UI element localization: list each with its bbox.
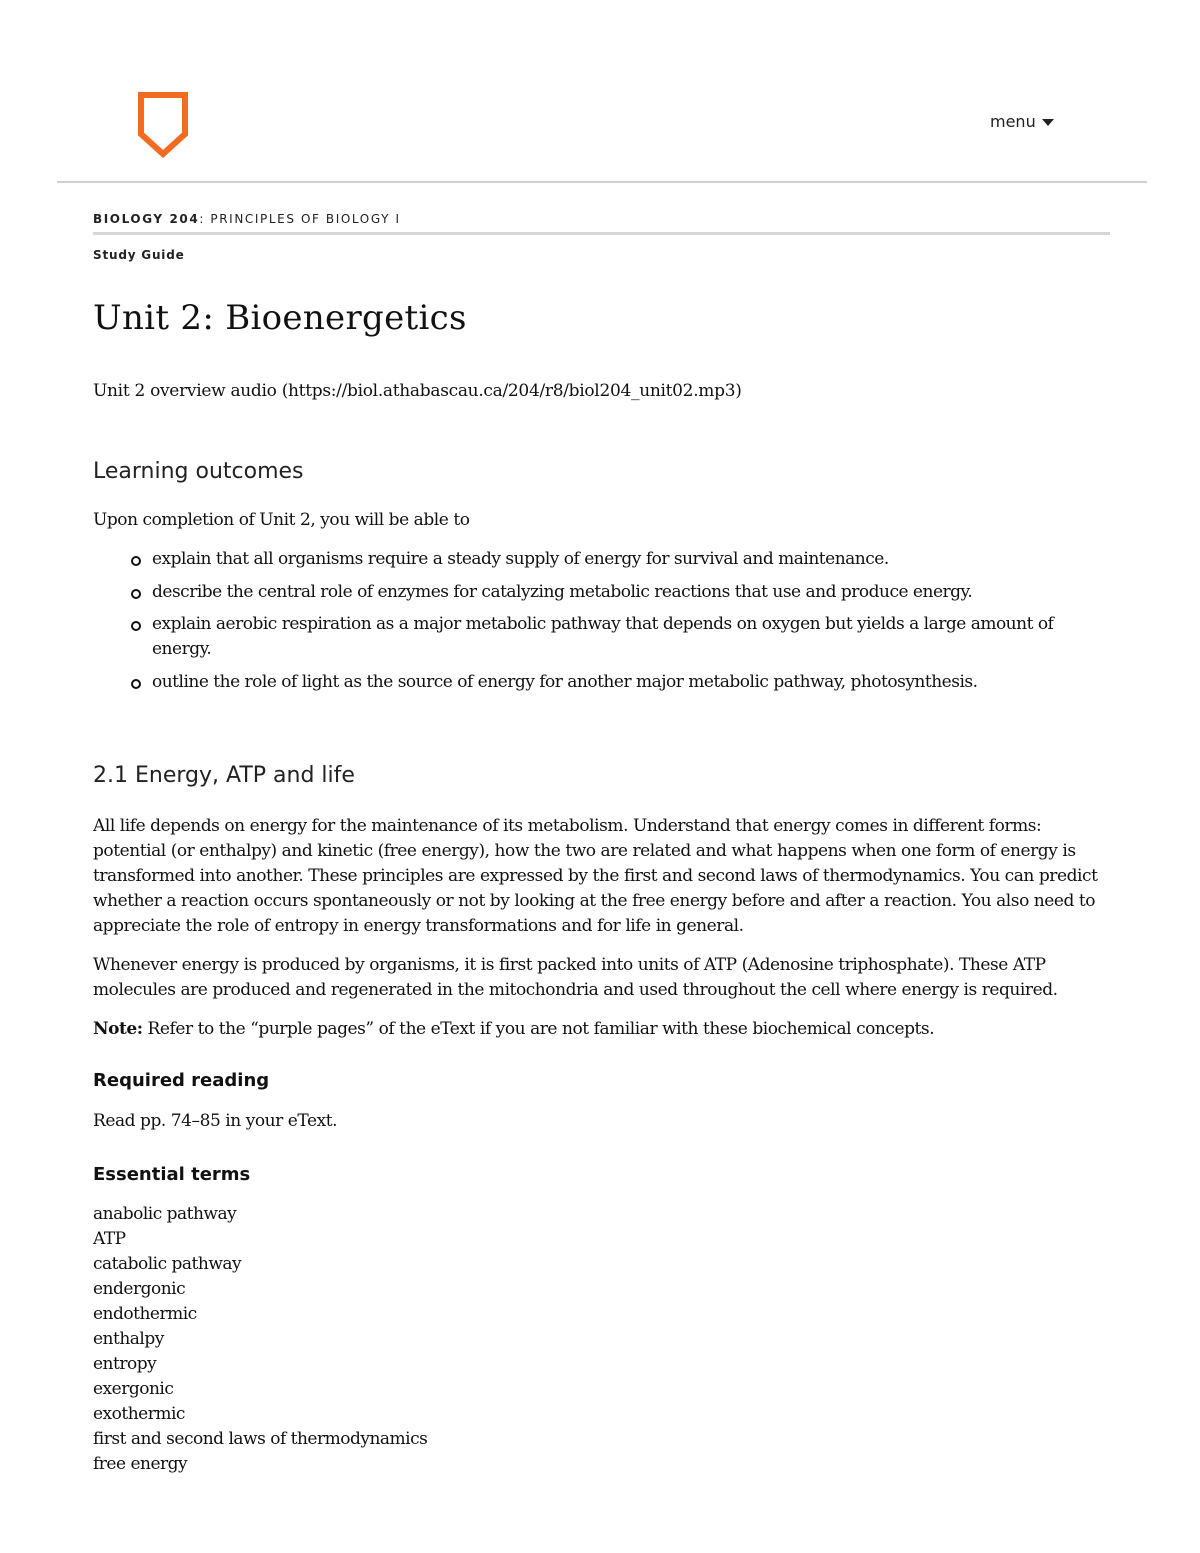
- course-title: [93, 212, 1110, 230]
- header-divider: [57, 181, 1147, 183]
- note-paragraph: [93, 1017, 1110, 1042]
- bullet-icon: [131, 621, 141, 631]
- required-reading-text: Read pp. 74–85 in your eText.: [93, 1110, 338, 1131]
- term-item: endergonic: [93, 1278, 186, 1299]
- section-paragraph: All life depends on energy for the maintenance of its metabolism. Understand that energy comes in different forms: potential (or enthalpy) and kinetic (free energy), how the two are related and what happens when one form of energy is transformed into another. These principles are expressed by the first and second laws of thermodynamics. You can predict whether a reaction occurs spontaneously or not by looking at the free energy before and after a reaction. You also need to appreciate the role of entropy in energy transformations and for life in general.: [93, 815, 1098, 936]
- list-item: [131, 612, 1110, 662]
- outcome-text: explain aerobic respiration as a major metabolic pathway that depends on oxygen but yields a large amount of energy.: [152, 614, 1054, 659]
- section-paragraph: Whenever energy is produced by organisms, it is first packed into units of ATP (Adenosine triphosphate). These ATP molecules are produced and regenerated in the mitochondria and used throughout the cell where energy is required.: [93, 954, 1058, 1000]
- bullet-icon: [131, 589, 141, 599]
- term-item: catabolic pathway: [93, 1253, 242, 1274]
- bullet-icon: [131, 679, 141, 689]
- study-guide-label: Study Guide: [93, 248, 185, 262]
- learning-outcomes-intro: Upon completion of Unit 2, you will be able to: [93, 510, 470, 530]
- term-item: exothermic: [93, 1403, 185, 1424]
- term-item: ATP: [93, 1228, 126, 1249]
- required-reading-heading: Required reading: [93, 1069, 270, 1091]
- term-item: free energy: [93, 1453, 188, 1474]
- term-item: endothermic: [93, 1303, 197, 1324]
- term-item: first and second laws of thermodynamics: [93, 1428, 428, 1449]
- course-divider: [93, 232, 1110, 235]
- section-2-1-heading: 2.1 Energy, ATP and life: [93, 762, 355, 788]
- bullet-icon: [131, 556, 141, 566]
- learning-outcomes-list: [93, 547, 1110, 695]
- menu-label: menu: [990, 112, 1036, 131]
- site-header: [0, 0, 1200, 184]
- list-item: [131, 547, 1110, 572]
- overview-audio-link[interactable]: Unit 2 overview audio (https://biol.athabascau.ca/204/r8/biol204_unit02.mp3): [93, 381, 742, 401]
- menu-button[interactable]: [990, 112, 1054, 131]
- outcome-text: describe the central role of enzymes for catalyzing metabolic reactions that use and produce energy.: [152, 581, 973, 602]
- essential-terms-list: [93, 1202, 1110, 1477]
- term-item: exergonic: [93, 1378, 174, 1399]
- outcome-text: outline the role of light as the source of energy for another major metabolic pathway, photosynthesis.: [152, 671, 978, 692]
- term-item: anabolic pathway: [93, 1203, 237, 1224]
- caret-down-icon: [1042, 119, 1054, 126]
- course-code: BIOLOGY 204: [93, 212, 200, 226]
- learning-outcomes-heading: Learning outcomes: [93, 459, 304, 484]
- note-label: Note:: [93, 1018, 143, 1039]
- main-content: [93, 212, 1110, 1477]
- page-title: Unit 2: Bioenergetics: [93, 298, 467, 338]
- list-item: [131, 670, 1110, 695]
- shield-icon[interactable]: [138, 92, 188, 158]
- term-item: entropy: [93, 1353, 157, 1374]
- outcome-text: explain that all organisms require a steady supply of energy for survival and maintenance.: [152, 549, 889, 569]
- essential-terms-heading: Essential terms: [93, 1163, 251, 1185]
- note-text: Refer to the “purple pages” of the eText if you are not familiar with these biochemical concepts.: [142, 1018, 935, 1039]
- list-item: [131, 580, 1110, 605]
- term-item: enthalpy: [93, 1328, 164, 1349]
- course-name: : PRINCIPLES OF BIOLOGY I: [199, 212, 401, 226]
